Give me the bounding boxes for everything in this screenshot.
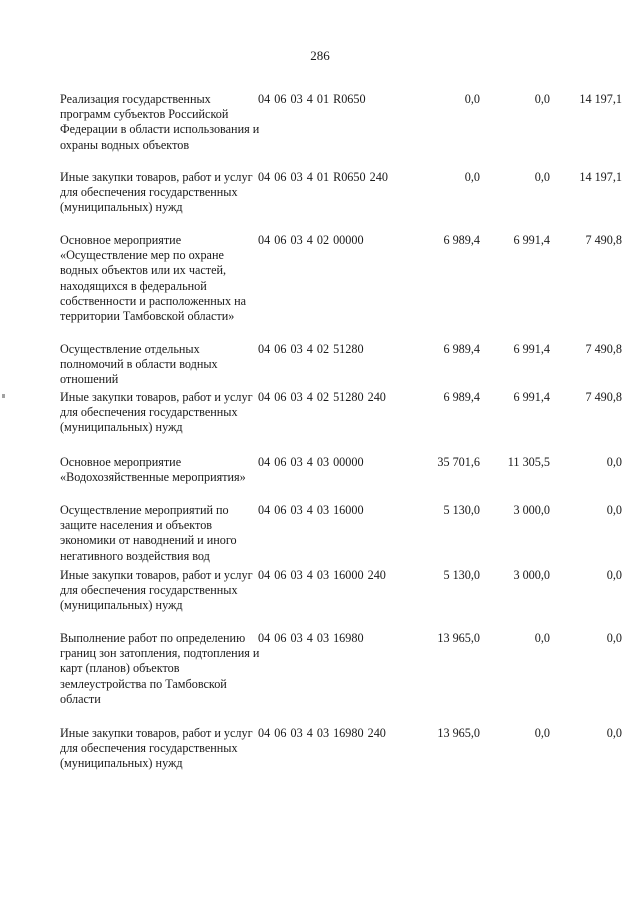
row-value-2: 6 991,4 [513, 233, 550, 247]
row-value-1: 5 130,0 [443, 503, 480, 517]
row-code: 04 06 03 4 03 16000 240 [258, 568, 386, 582]
row-value-3: 14 197,1 [579, 92, 622, 106]
row-value-3: 14 197,1 [579, 170, 622, 184]
row-name: Основное мероприятие «Водохозяйственные мероприятия» [60, 455, 246, 485]
row-value-2: 0,0 [534, 726, 550, 740]
row-value-2: 3 000,0 [513, 503, 550, 517]
row-name: Выполнение работ по определению границ зон затопления, подтопления и карт (планов) объектов землеустройства по Тамбовской области [60, 631, 260, 706]
row-name: Реализация государственных программ субъектов Российской Федерации в области использования и охраны водных объектов [60, 92, 260, 152]
row-value-3: 7 490,8 [585, 390, 622, 404]
row-value-1: 0,0 [464, 170, 480, 184]
row-value-3: 7 490,8 [585, 342, 622, 356]
row-name: Осуществление отдельных полномочий в области водных отношений [60, 342, 218, 387]
row-code: 04 06 03 4 02 51280 240 [258, 390, 386, 404]
row-value-1: 0,0 [464, 92, 480, 106]
row-value-3: 7 490,8 [585, 233, 622, 247]
row-value-2: 0,0 [534, 92, 550, 106]
row-code: 04 06 03 4 03 16000 [258, 503, 364, 517]
page-number: 286 [310, 48, 330, 63]
row-value-1: 13 965,0 [437, 631, 480, 645]
row-value-2: 6 991,4 [513, 342, 550, 356]
row-value-1: 6 989,4 [443, 233, 480, 247]
row-value-2: 0,0 [534, 631, 550, 645]
row-code: 04 06 03 4 02 51280 [258, 342, 364, 356]
row-value-2: 0,0 [534, 170, 550, 184]
row-value-1: 13 965,0 [437, 726, 480, 740]
row-code: 04 06 03 4 03 16980 [258, 631, 364, 645]
scan-margin-mark [2, 394, 5, 398]
row-value-1: 6 989,4 [443, 342, 480, 356]
row-value-3: 0,0 [606, 726, 622, 740]
row-name: Иные закупки товаров, работ и услуг для обеспечения государственных (муниципальных) нужд [60, 726, 253, 771]
row-value-1: 35 701,6 [437, 455, 480, 469]
row-value-3: 0,0 [606, 631, 622, 645]
row-value-1: 5 130,0 [443, 568, 480, 582]
row-value-2: 6 991,4 [513, 390, 550, 404]
row-name: Иные закупки товаров, работ и услуг для обеспечения государственных (муниципальных) нужд [60, 390, 253, 435]
row-value-1: 6 989,4 [443, 390, 480, 404]
row-name: Иные закупки товаров, работ и услуг для обеспечения государственных (муниципальных) нужд [60, 568, 253, 613]
row-value-3: 0,0 [606, 503, 622, 517]
row-code: 04 06 03 4 03 16980 240 [258, 726, 386, 740]
row-value-3: 0,0 [606, 455, 622, 469]
row-value-3: 0,0 [606, 568, 622, 582]
row-value-2: 3 000,0 [513, 568, 550, 582]
row-code: 04 06 03 4 01 R0650 240 [258, 170, 388, 184]
row-name: Основное мероприятие «Осуществление мер по охране водных объектов или их частей, находящихся в федеральной собственности и расположенных на территории Тамбовской области» [60, 233, 247, 324]
row-name: Осуществление мероприятий по защите населения и объектов экономики от наводнений и иного негативного воздействия вод [60, 503, 237, 563]
row-code: 04 06 03 4 02 00000 [258, 233, 364, 247]
row-code: 04 06 03 4 03 00000 [258, 455, 364, 469]
row-value-2: 11 305,5 [507, 455, 550, 469]
row-name: Иные закупки товаров, работ и услуг для обеспечения государственных (муниципальных) нужд [60, 170, 253, 215]
row-code: 04 06 03 4 01 R0650 [258, 92, 366, 106]
